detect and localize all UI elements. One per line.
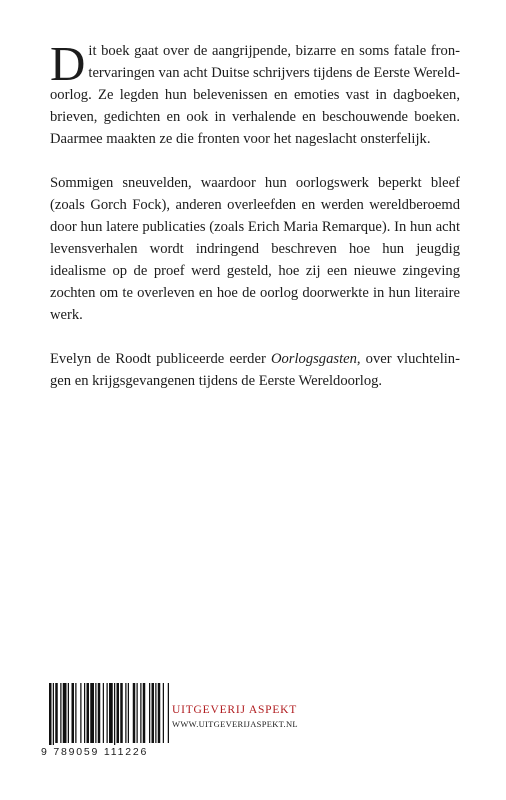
book-title-italic: Oorlogsgasten (270, 351, 357, 367)
barcode-bar (103, 683, 104, 743)
isbn-barcode (41, 683, 173, 763)
barcode-bar (125, 683, 126, 743)
barcode-bar (75, 683, 76, 743)
barcode-bar (84, 683, 85, 743)
barcode-bar (163, 683, 164, 743)
barcode-bar (128, 683, 129, 743)
barcode-bar (90, 683, 94, 743)
barcode-bar (149, 683, 150, 743)
barcode-bar (117, 683, 120, 743)
publisher-url: WWW.UITGEVERIJASPEKT.NL (172, 719, 298, 729)
barcode-bar (120, 683, 123, 743)
barcode-bar (98, 683, 101, 743)
drop-cap: D (50, 36, 86, 91)
barcode-bar (143, 683, 146, 743)
isbn-number: 9 789059 111226 (41, 746, 149, 758)
barcode-bar (72, 683, 75, 743)
barcode-bar (155, 683, 156, 743)
barcode-bar (137, 683, 138, 743)
barcode-bar (55, 683, 58, 743)
barcode-bar (68, 683, 69, 743)
barcode-bar (53, 683, 54, 745)
barcode-bar (133, 683, 136, 743)
author-note-after: , over vluchtelingen en krijgsgevangenen tijdens de Eerste Wereldoorlog. (50, 351, 460, 389)
barcode-bar (87, 683, 90, 743)
barcode-bar (49, 683, 52, 745)
barcode-bar (63, 683, 67, 743)
barcode-bar (80, 683, 81, 743)
barcode-bar (168, 683, 169, 743)
paragraph-1-text: it boek gaat over de aangrijpende, bizarre en soms fatale frontervaringen van acht Duitse schrijvers tijdens de Eerste Wereldoorlog. Ze legden hun belevenissen en emoties vast in dagboeken, brieven, gedichten en ook in verhalende en beschouwende boeken. Daarmee maakten ze die fronten voor het nageslacht onsterfelijk. (50, 43, 460, 147)
barcode-bar (158, 683, 161, 743)
barcode-bar (140, 683, 141, 743)
blurb-text (50, 36, 460, 414)
author-note-paragraph (50, 348, 460, 392)
barcode-bar (107, 683, 108, 743)
barcode-bar (114, 683, 115, 745)
barcode-bars (41, 683, 173, 745)
author-note-before: Evelyn de Roodt publiceerde eerder (50, 351, 271, 367)
barcode-bar (60, 683, 61, 743)
publisher-block (172, 704, 298, 729)
blurb-paragraph-2: Sommigen sneuvelden, waardoor hun oorlogswerk beperkt bleef (zoals Gorch Fock), anderen overleefden en werden wereldberoemd door hun latere publicaties (zoals Erich Maria Remarque). In hun acht levensverhalen wordt indringend beschreven hoe hun jeugdig idealisme op de proef werd gesteld, hoe zij een nieuwe zingeving zochten om te overleven en hoe de oorlog doorwerkte in hun literaire werk. (50, 175, 460, 323)
barcode-bar (95, 683, 96, 743)
blurb-paragraph-1 (50, 36, 460, 150)
publisher-name: UITGEVERIJ ASPEKT (172, 704, 298, 716)
barcode-bar (152, 683, 155, 743)
barcode-bar (109, 683, 113, 743)
